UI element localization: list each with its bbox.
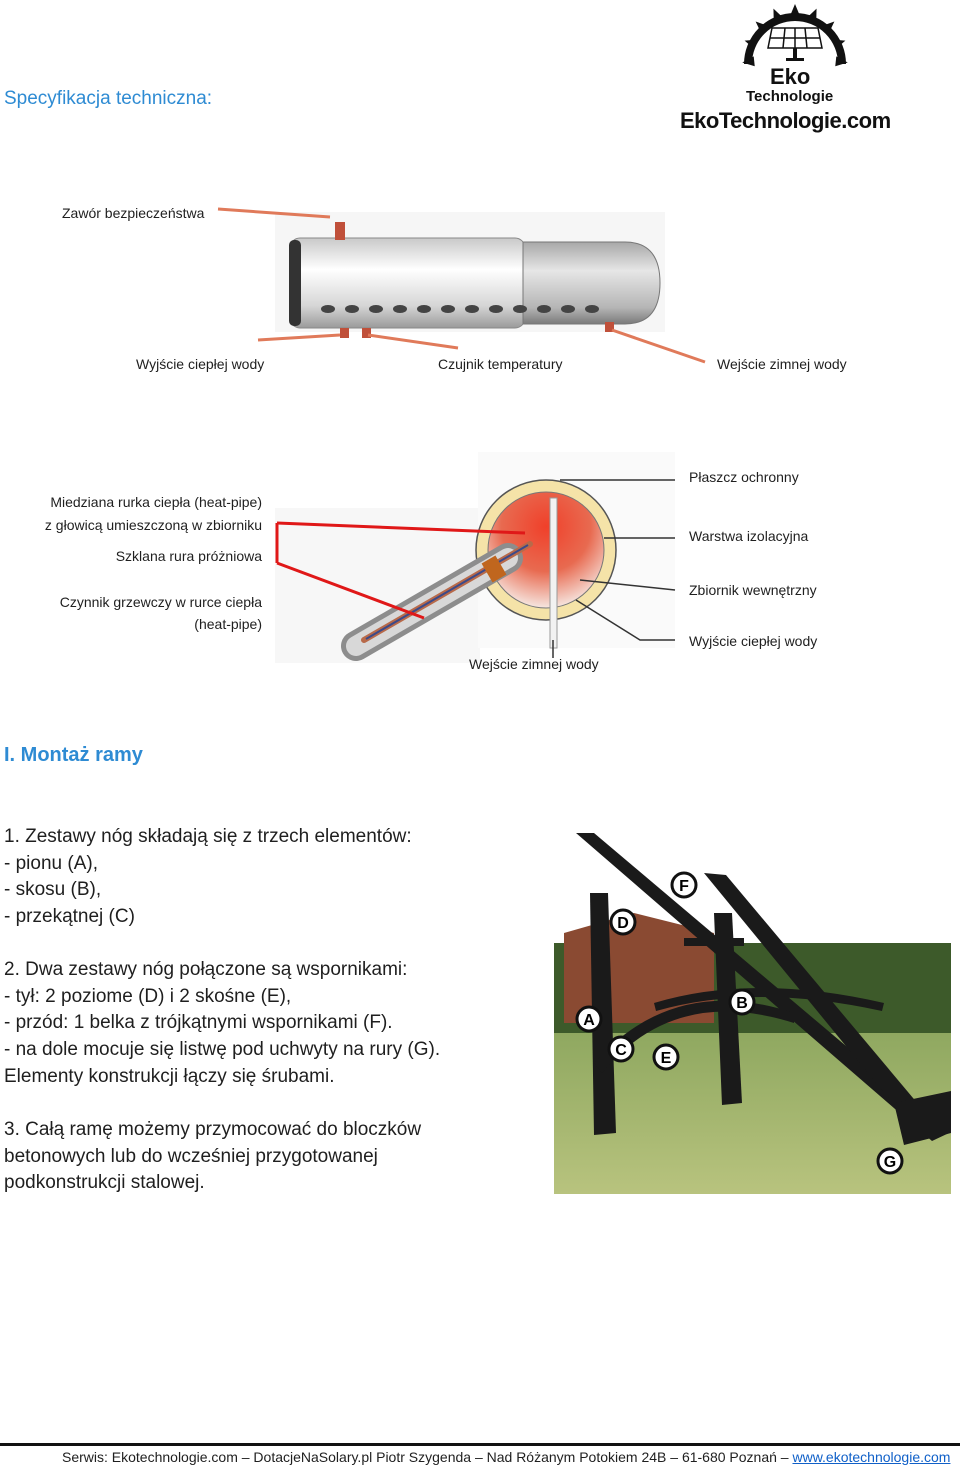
paragraph-line: 1. Zestawy nóg składają się z trzech elementów:: [4, 826, 412, 847]
svg-text:A: A: [583, 1012, 595, 1029]
logo-site-name: EkoTechnologie.com: [680, 108, 891, 133]
label-inner-tank: Zbiornik wewnętrzny: [689, 582, 817, 598]
paragraph-line: - tył: 2 poziome (D) i 2 skośne (E),: [4, 985, 292, 1007]
cold-inlet-pipe: [550, 498, 557, 648]
paragraph-line: - na dole mocuje się listwę pod uchwyty na rury (G).: [4, 1039, 441, 1061]
logo: [730, 2, 860, 108]
logo-technologie: Technologie: [746, 88, 834, 105]
svg-text:D: D: [617, 915, 629, 932]
marker-e: [654, 1045, 678, 1069]
label-cold-water-in: Wejście zimnej wody: [717, 356, 847, 372]
marker-d: [611, 910, 635, 934]
marker-g: [878, 1149, 902, 1173]
paragraph-line: betonowych lub do wcześniej przygotowanej: [4, 1145, 378, 1167]
paragraph-line: 3. Całą ramę możemy przymocować do bloczków: [4, 1119, 422, 1140]
paragraph-line: - skosu (B),: [4, 879, 102, 901]
label-shell: Płaszcz ochronny: [689, 469, 799, 485]
footer-text: Serwis: Ekotechnologie.com – DotacjeNaSolary.pl Piotr Szygenda – Nad Różanym Potokiem 24B – 61-680 Poznań –: [62, 1449, 793, 1465]
hot-outlet: [340, 328, 349, 338]
footer-website-link[interactable]: www.ekotechnologie.com: [792, 1449, 951, 1465]
label-hot-water-out: Wyjście ciepłej wody: [136, 356, 265, 372]
frame-markers: [554, 833, 951, 1194]
svg-text:E: E: [660, 1050, 672, 1067]
label-heatpipe-2: z głowicą umieszczoną w zbiorniku: [44, 517, 262, 533]
paragraph-3: [4, 1117, 421, 1197]
paragraph-1: [4, 824, 412, 931]
marker-a: [577, 1007, 601, 1031]
paragraph-line: Elementy konstrukcji łączy się śrubami.: [4, 1065, 335, 1087]
label-temp-sensor: Czujnik temperatury: [438, 356, 563, 372]
tank-body: [290, 238, 525, 328]
section-title: I. Montaż ramy: [4, 744, 143, 766]
svg-text:F: F: [679, 878, 689, 895]
label-insulation: Warstwa izolacyjna: [689, 528, 809, 544]
paragraph-line: podkonstrukcji stalowej.: [4, 1172, 205, 1194]
paragraph-line: - pionu (A),: [4, 852, 98, 874]
label-heatpipe-1: Miedziana rurka ciepła (heat-pipe): [50, 494, 262, 510]
label-glass-tube: Szklana rura próżniowa: [115, 548, 262, 564]
label-fluid-1: Czynnik grzewczy w rurce ciepła: [59, 594, 262, 610]
label-tube-cold-in: Wejście zimnej wody: [469, 656, 599, 672]
safety-valve: [335, 222, 345, 240]
logo-eko: Eko: [770, 64, 811, 89]
paragraph-line: 2. Dwa zestawy nóg połączone są wspornikami:: [4, 959, 408, 980]
paragraph-line: - przód: 1 belka z trójkątnymi wspornikami (F).: [4, 1012, 393, 1034]
spec-title: Specyfikacja techniczna:: [4, 88, 213, 109]
paragraph-2: [4, 957, 440, 1091]
svg-text:B: B: [736, 995, 748, 1012]
marker-c: [609, 1037, 633, 1061]
label-safety-valve: Zawór bezpieczeństwa: [62, 205, 205, 221]
label-tube-hot-out: Wyjście ciepłej wody: [689, 633, 818, 649]
svg-text:C: C: [615, 1042, 627, 1059]
marker-f: [672, 873, 696, 897]
paragraph-line: - przekątnej (C): [4, 906, 135, 928]
svg-text:G: G: [883, 1154, 897, 1171]
tank-end-cap: [289, 240, 301, 326]
marker-b: [730, 990, 754, 1014]
footer-divider: [0, 1443, 960, 1446]
label-fluid-2: (heat-pipe): [194, 616, 262, 632]
footer: [62, 1449, 950, 1465]
